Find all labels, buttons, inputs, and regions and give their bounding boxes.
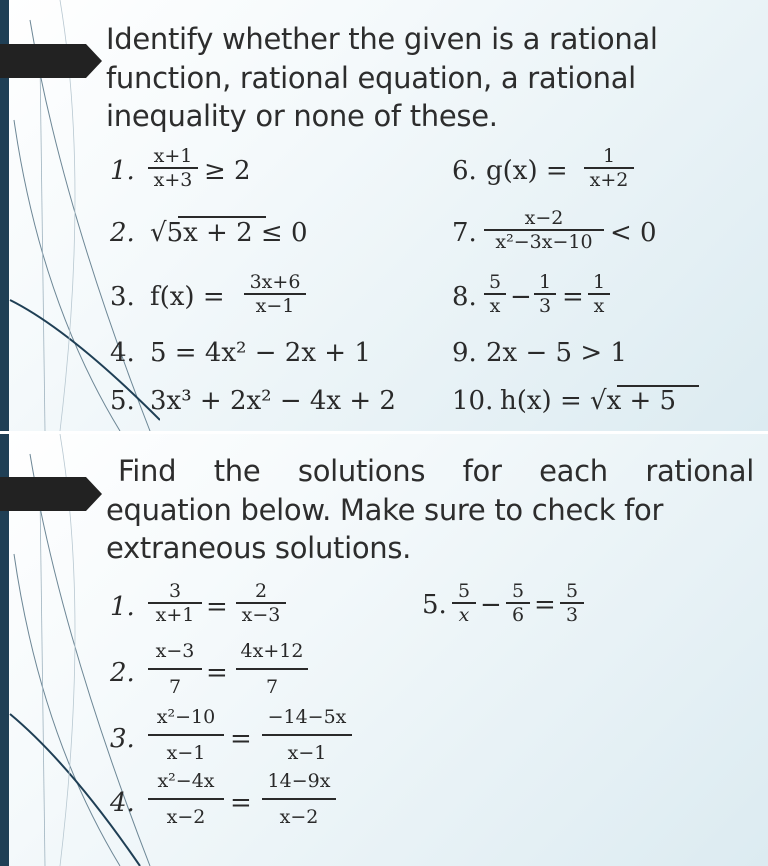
numerator: x−3 xyxy=(155,640,195,662)
slide-rational-equations xyxy=(0,434,768,866)
numerator: 4x+12 xyxy=(240,640,304,662)
fraction-bar xyxy=(262,734,352,736)
fraction xyxy=(244,271,306,317)
fraction-bar xyxy=(148,668,202,670)
denominator: x xyxy=(489,294,501,317)
operator: = xyxy=(534,590,556,620)
instruction-line: Find the solutions for each rational xyxy=(118,454,754,488)
fraction xyxy=(236,580,286,626)
fraction xyxy=(236,640,308,698)
expression: ≥ 2 xyxy=(204,156,251,186)
item-number: 7. xyxy=(452,218,477,248)
instruction-line: equation below. Make sure to check for xyxy=(106,492,664,527)
denominator: x+1 xyxy=(155,603,195,626)
numerator: 5 xyxy=(488,271,502,293)
operator: − xyxy=(480,590,502,620)
fraction-bar xyxy=(262,798,336,800)
expression: < 0 xyxy=(610,218,657,248)
fraction xyxy=(452,580,476,626)
fraction-bar xyxy=(148,734,224,736)
operator: = xyxy=(562,282,584,312)
instruction-text xyxy=(106,20,658,136)
numerator: x²−4x xyxy=(157,770,215,792)
item-number: 8. xyxy=(452,282,477,312)
numerator: 1 xyxy=(602,145,616,167)
operator: = xyxy=(206,658,228,688)
denominator: x xyxy=(458,603,470,626)
numerator: 14−9x xyxy=(267,770,331,792)
item-number: 5. xyxy=(422,590,447,620)
numerator: x+1 xyxy=(153,145,193,167)
instruction-text xyxy=(106,452,756,568)
numerator: 5 xyxy=(565,580,579,602)
arrow-marker-icon xyxy=(0,477,102,511)
denominator: x xyxy=(593,294,605,317)
operator: = xyxy=(230,788,252,818)
item-number: 5. xyxy=(110,386,135,416)
radical-bar xyxy=(178,216,266,218)
denominator: x+3 xyxy=(153,168,193,191)
fraction xyxy=(588,271,610,317)
denominator: x²−3x−10 xyxy=(495,230,593,253)
fraction xyxy=(148,770,224,828)
denominator: x−2 xyxy=(279,805,319,828)
numerator: 1 xyxy=(592,271,606,293)
operator: = xyxy=(230,724,252,754)
numerator: 5 xyxy=(457,580,471,602)
fraction xyxy=(148,580,202,626)
operator: = xyxy=(206,592,228,622)
operator: − xyxy=(510,282,532,312)
denominator: 6 xyxy=(511,603,525,626)
expression: g(x) = xyxy=(486,156,568,186)
arrow-marker-icon xyxy=(0,44,102,78)
radical-bar xyxy=(617,385,699,387)
numerator: 3x+6 xyxy=(249,271,301,293)
fraction xyxy=(484,271,506,317)
item-number: 1. xyxy=(110,592,135,622)
denominator: x+2 xyxy=(589,168,629,191)
expression: √5x + 2 ≤ 0 xyxy=(150,218,308,248)
instruction-line: Identify whether the given is a rational xyxy=(106,22,658,56)
fraction xyxy=(148,706,224,764)
fraction xyxy=(506,580,530,626)
expression: h(x) = √x + 5 xyxy=(500,386,677,416)
slide-rational-identify xyxy=(0,0,768,431)
item-number: 4. xyxy=(110,788,135,818)
denominator: 3 xyxy=(565,603,579,626)
denominator: x−2 xyxy=(166,805,206,828)
expression: 3x³ + 2x² − 4x + 2 xyxy=(150,386,396,416)
denominator: x−1 xyxy=(255,294,295,317)
item-number: 3. xyxy=(110,724,135,754)
item-number: 6. xyxy=(452,156,477,186)
item-number: 4. xyxy=(110,338,135,368)
fraction xyxy=(484,207,604,253)
numerator: 5 xyxy=(511,580,525,602)
instruction-line: function, rational equation, a rational xyxy=(106,60,636,95)
numerator: x−2 xyxy=(524,207,564,229)
expression: 2x − 5 > 1 xyxy=(486,338,627,368)
fraction xyxy=(534,271,556,317)
fraction xyxy=(584,145,634,191)
item-number: 10. xyxy=(452,386,494,416)
fraction xyxy=(262,770,336,828)
fraction-bar xyxy=(236,668,308,670)
denominator: x−3 xyxy=(241,603,281,626)
numerator: x²−10 xyxy=(156,706,216,728)
denominator: x−1 xyxy=(166,741,206,764)
numerator: 3 xyxy=(168,580,182,602)
fraction-bar xyxy=(148,798,224,800)
item-number: 3. xyxy=(110,282,135,312)
numerator: 1 xyxy=(538,271,552,293)
item-number: 2. xyxy=(110,218,135,248)
fraction xyxy=(560,580,584,626)
fraction xyxy=(148,640,202,698)
denominator: x−1 xyxy=(287,741,327,764)
denominator: 3 xyxy=(538,294,552,317)
item-number: 2. xyxy=(110,658,135,688)
numerator: 2 xyxy=(254,580,268,602)
expression: 5 = 4x² − 2x + 1 xyxy=(150,338,371,368)
item-number: 9. xyxy=(452,338,477,368)
instruction-line: inequality or none of these. xyxy=(106,99,498,133)
denominator: 7 xyxy=(168,675,182,698)
fraction xyxy=(262,706,352,764)
instruction-line: extraneous solutions. xyxy=(106,531,412,565)
expression: f(x) = xyxy=(150,282,225,312)
numerator: −14−5x xyxy=(267,706,347,728)
fraction xyxy=(148,145,198,191)
item-number: 1. xyxy=(110,156,135,186)
denominator: 7 xyxy=(265,675,279,698)
